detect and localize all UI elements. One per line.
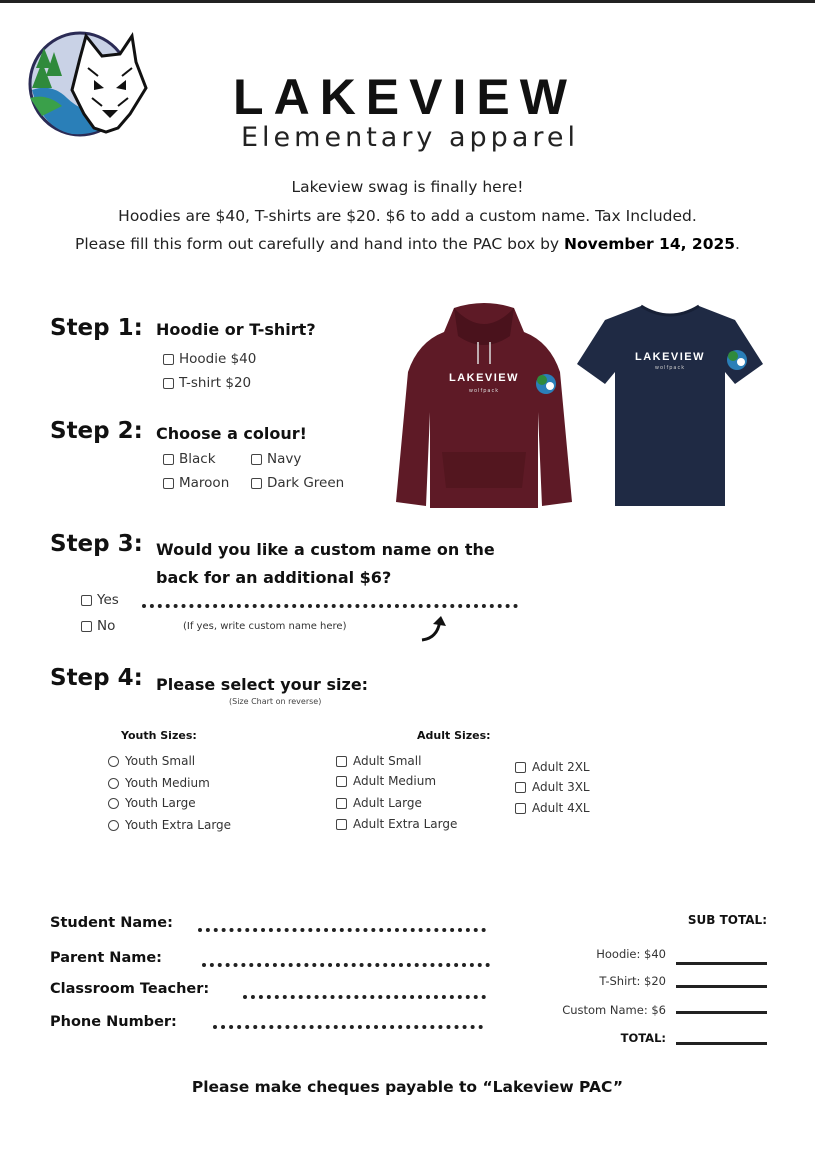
option-dark-green-label: Dark Green: [267, 475, 345, 491]
checkbox-yes[interactable]: [81, 595, 92, 606]
footer-note: Please make cheques payable to “Lakeview PAC”: [191, 1078, 624, 1096]
size-youth-small-label: Youth Small: [125, 754, 196, 768]
size-adult-extra-large-label: Adult Extra Large: [353, 817, 458, 831]
intro-line-2: Hoodies are $40, T-shirts are $20. $6 to add a custom name. Tax Included.: [118, 207, 697, 225]
checkbox-adult-4xl[interactable]: [515, 803, 526, 814]
tshirt-print-text: LAKEVIEW: [634, 351, 706, 363]
phone-number-input[interactable]: [213, 1025, 483, 1029]
checkbox-youth-extra-large[interactable]: [108, 820, 119, 831]
step-1-question: Hoodie or T-shirt?: [156, 320, 316, 339]
option-black-label: Black: [179, 451, 216, 467]
option-navy[interactable]: [251, 451, 301, 467]
size-adult-small[interactable]: [336, 754, 421, 768]
size-chart-note: (Size Chart on reverse): [229, 697, 322, 706]
option-tshirt[interactable]: [163, 375, 251, 391]
checkbox-no[interactable]: [81, 621, 92, 632]
custom-name-hint: (If yes, write custom name here): [183, 621, 347, 632]
step-2-question: Choose a colour!: [156, 424, 307, 443]
size-youth-extra-large[interactable]: [108, 818, 231, 832]
checkbox-black[interactable]: [163, 454, 174, 465]
subtotal-custom-label: Custom Name: $6: [562, 1003, 666, 1017]
page-subtitle: Elementary apparel: [241, 122, 579, 153]
parent-name-input[interactable]: [202, 963, 490, 967]
checkbox-youth-medium[interactable]: [108, 778, 119, 789]
tshirt-image: [575, 302, 765, 510]
student-name-label: Student Name:: [50, 915, 173, 931]
top-border: [0, 0, 815, 3]
checkbox-adult-extra-large[interactable]: [336, 819, 347, 830]
option-maroon-label: Maroon: [179, 475, 230, 491]
step-4-label: Step 4:: [50, 665, 143, 691]
hoodie-print-subtext: wolfpack: [468, 388, 500, 394]
custom-name-line[interactable]: [142, 604, 518, 608]
checkbox-adult-small[interactable]: [336, 756, 347, 767]
size-adult-medium-label: Adult Medium: [353, 774, 437, 788]
checkbox-navy[interactable]: [251, 454, 262, 465]
size-adult-large[interactable]: [336, 796, 422, 810]
checkbox-adult-3xl[interactable]: [515, 782, 526, 793]
option-custom-no[interactable]: [81, 618, 115, 634]
hoodie-image: [392, 302, 577, 512]
step-3-question-line-1: Would you like a custom name on the: [156, 540, 495, 559]
size-adult-2xl[interactable]: [515, 760, 590, 774]
checkbox-youth-small[interactable]: [108, 756, 119, 767]
checkbox-adult-large[interactable]: [336, 798, 347, 809]
intro-line-1: Lakeview swag is finally here!: [291, 178, 524, 196]
step-3-question-line-2: back for an additional $6?: [156, 568, 392, 587]
subtotal-hoodie-line[interactable]: [676, 962, 767, 965]
size-adult-4xl[interactable]: [515, 801, 590, 815]
size-adult-medium[interactable]: [336, 774, 436, 788]
checkbox-adult-medium[interactable]: [336, 776, 347, 787]
step-1-label: Step 1:: [50, 315, 143, 341]
step-3-label: Step 3:: [50, 531, 143, 557]
size-adult-3xl-label: Adult 3XL: [532, 780, 590, 794]
size-youth-medium[interactable]: [108, 776, 210, 790]
step-2-label: Step 2:: [50, 418, 143, 444]
checkbox-tshirt[interactable]: [163, 378, 174, 389]
deadline-date: November 14, 2025: [564, 235, 736, 253]
option-dark-green[interactable]: [251, 475, 344, 491]
subtotal-custom-line[interactable]: [676, 1011, 767, 1014]
wolf-logo-icon: [22, 28, 157, 138]
option-no-label: No: [97, 618, 116, 634]
parent-name-label: Parent Name:: [50, 950, 162, 966]
checkbox-hoodie[interactable]: [163, 354, 174, 365]
tshirt-print-subtext: wolfpack: [654, 365, 686, 371]
intro-line-3-suffix: .: [735, 235, 740, 253]
option-navy-label: Navy: [267, 451, 302, 467]
subtotal-header: SUB TOTAL:: [687, 913, 767, 927]
size-youth-medium-label: Youth Medium: [125, 776, 210, 790]
subtotal-hoodie-label: Hoodie: $40: [596, 947, 666, 961]
size-adult-large-label: Adult Large: [353, 796, 422, 810]
option-custom-yes[interactable]: [81, 592, 119, 608]
classroom-teacher-input[interactable]: [243, 995, 486, 999]
size-adult-4xl-label: Adult 4XL: [532, 801, 590, 815]
checkbox-adult-2xl[interactable]: [515, 762, 526, 773]
phone-number-label: Phone Number:: [50, 1014, 177, 1030]
intro-line-3: [20, 235, 795, 253]
adult-sizes-header: Adult Sizes:: [417, 729, 491, 742]
student-name-input[interactable]: [198, 928, 486, 932]
subtotal-tshirt-line[interactable]: [676, 985, 767, 988]
checkbox-youth-large[interactable]: [108, 798, 119, 809]
subtotal-tshirt-label: T-Shirt: $20: [599, 974, 666, 988]
checkbox-maroon[interactable]: [163, 478, 174, 489]
size-adult-extra-large[interactable]: [336, 817, 457, 831]
option-tshirt-label: T-shirt $20: [179, 375, 252, 391]
option-yes-label: Yes: [97, 592, 119, 608]
youth-sizes-header: Youth Sizes:: [121, 729, 197, 742]
size-youth-extra-large-label: Youth Extra Large: [125, 818, 232, 832]
size-adult-small-label: Adult Small: [353, 754, 422, 768]
classroom-teacher-label: Classroom Teacher:: [50, 981, 210, 997]
size-youth-large-label: Youth Large: [125, 796, 196, 810]
step-4-question: Please select your size:: [156, 675, 369, 694]
size-youth-large[interactable]: [108, 796, 196, 810]
option-hoodie-label: Hoodie $40: [179, 351, 257, 367]
option-maroon[interactable]: [163, 475, 229, 491]
size-youth-small[interactable]: [108, 754, 195, 768]
page-title: LAKEVIEW: [233, 69, 577, 125]
checkbox-dark-green[interactable]: [251, 478, 262, 489]
hoodie-print-text: LAKEVIEW: [448, 372, 520, 384]
total-line[interactable]: [676, 1042, 767, 1045]
intro-line-3-text: Please fill this form out carefully and hand into the PAC box by: [75, 235, 565, 253]
total-label: TOTAL:: [620, 1031, 666, 1045]
size-adult-2xl-label: Adult 2XL: [532, 760, 590, 774]
size-adult-3xl[interactable]: [515, 780, 590, 794]
option-black[interactable]: [163, 451, 216, 467]
arrow-up-icon: [420, 614, 450, 644]
option-hoodie[interactable]: [163, 351, 256, 367]
